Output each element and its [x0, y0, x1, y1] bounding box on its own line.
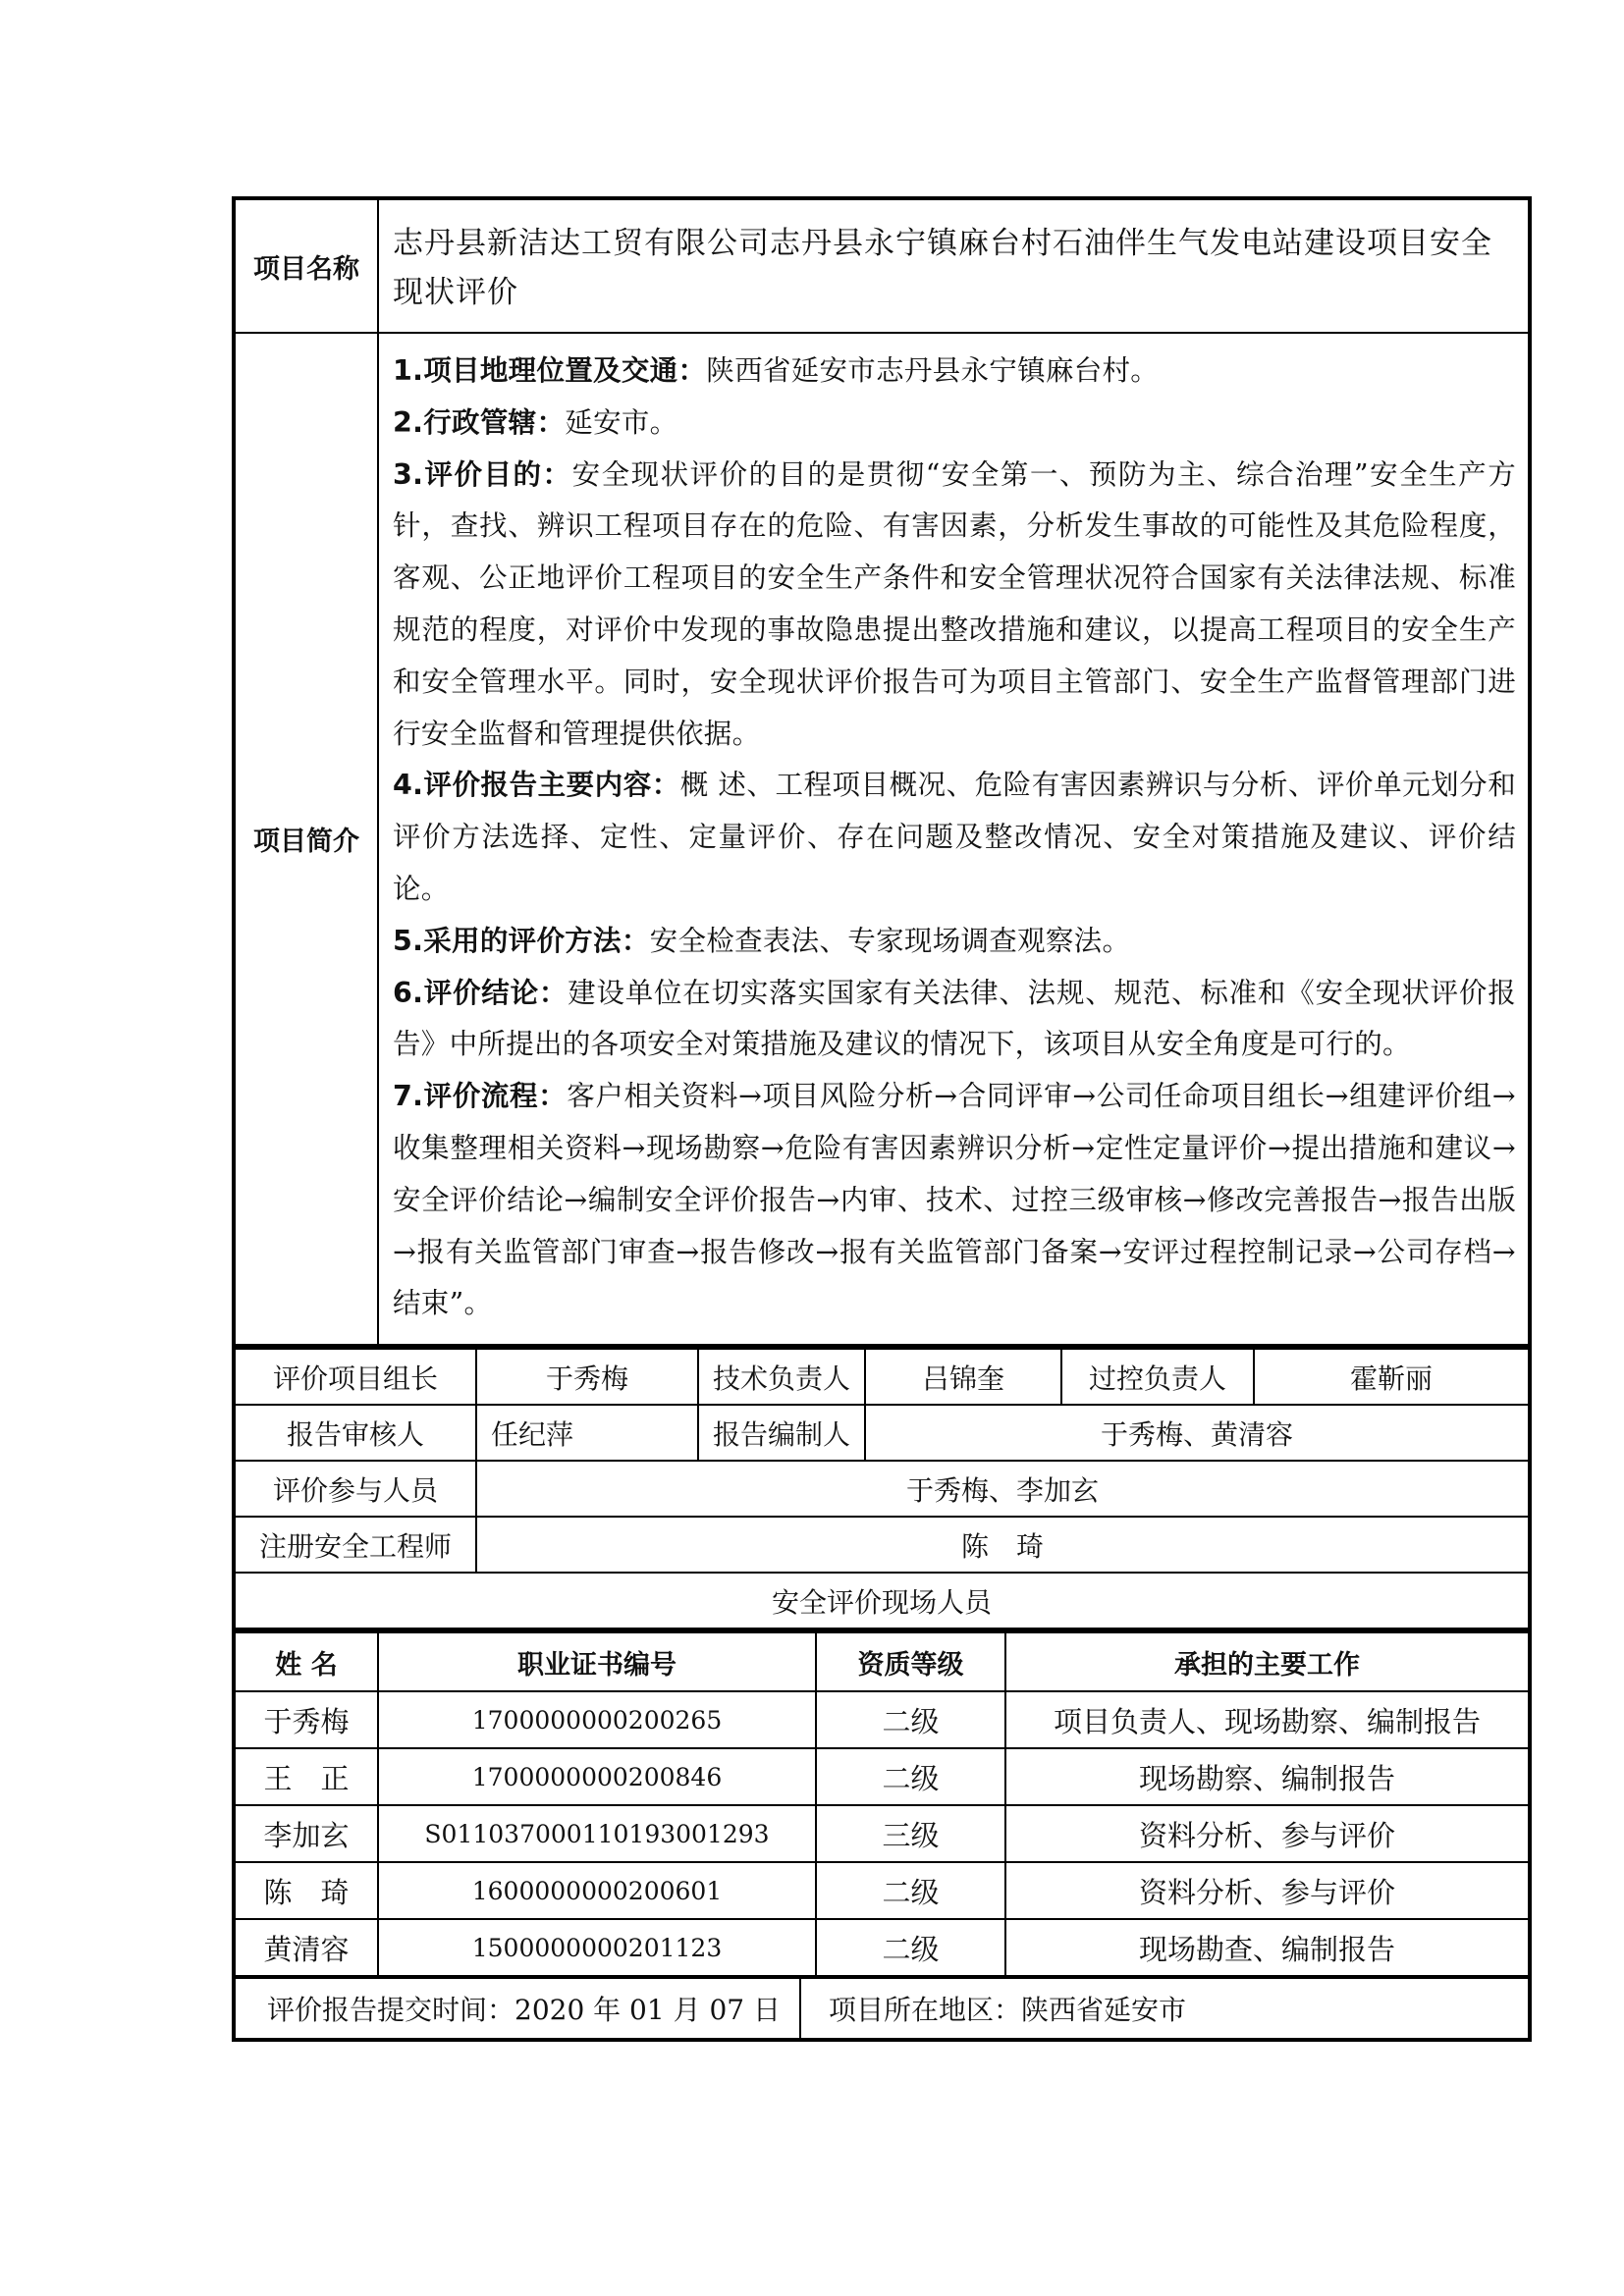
author-label: 报告编制人	[698, 1405, 865, 1461]
staff-name: 黄清容	[234, 1919, 378, 1976]
project-intro-label: 项目简介	[234, 333, 378, 1346]
project-intro	[378, 333, 1530, 1346]
col-header-cert: 职业证书编号	[378, 1631, 816, 1691]
team-table	[232, 1348, 1532, 1629]
intro-item: 2.行政管辖：延安市。	[393, 405, 678, 439]
staff-work: 资料分析、参与评价	[1005, 1862, 1530, 1919]
intro-item: 4.评价报告主要内容：概 述、工程项目概况、危险有害因素辨识与分析、评价单元划分和评价方法选择、定性、定量评价、存在问题及整改情况、安全对策措施及建议、评价结论。	[393, 769, 1516, 905]
col-header-level: 资质等级	[816, 1631, 1005, 1691]
site-staff-table	[232, 1629, 1532, 1977]
submit-date: 评价报告提交时间：2020 年 01 月 07 日	[234, 1978, 800, 2040]
staff-name: 李加玄	[234, 1805, 378, 1862]
intro-item: 5.采用的评价方法：安全检查表法、专家现场调查观察法。	[393, 924, 1131, 957]
table-row	[234, 1862, 1530, 1919]
participants-label: 评价参与人员	[234, 1461, 476, 1517]
staff-name: 陈 琦	[234, 1862, 378, 1919]
staff-work: 现场勘察、编制报告	[1005, 1748, 1530, 1805]
staff-name: 王 正	[234, 1748, 378, 1805]
staff-cert: S011037000110193001293	[378, 1805, 816, 1862]
project-name-value: 志丹县新洁达工贸有限公司志丹县永宁镇麻台村石油伴生气发电站建设项目安全现状评价	[378, 198, 1530, 333]
col-header-work: 承担的主要工作	[1005, 1631, 1530, 1691]
table-row	[234, 1748, 1530, 1805]
reviewer-value: 任纪萍	[476, 1405, 698, 1461]
leader-label: 评价项目组长	[234, 1349, 476, 1405]
staff-cert: 1600000000200601	[378, 1862, 816, 1919]
staff-level: 二级	[816, 1862, 1005, 1919]
tech-value: 吕锦奎	[865, 1349, 1061, 1405]
leader-value: 于秀梅	[476, 1349, 698, 1405]
participants-value: 于秀梅、李加玄	[476, 1461, 1530, 1517]
table-row	[234, 1805, 1530, 1862]
footer-table	[232, 1977, 1532, 2042]
staff-cert: 1500000000201123	[378, 1919, 816, 1976]
control-label: 过控负责人	[1061, 1349, 1254, 1405]
project-region: 项目所在地区：陕西省延安市	[800, 1978, 1530, 2040]
project-table	[232, 196, 1532, 1348]
staff-name: 于秀梅	[234, 1691, 378, 1748]
intro-item: 7.评价流程：客户相关资料→项目风险分析→合同评审→公司任命项目组长→组建评价组→收集整理相关资料→现场勘察→危险有害因素辨识分析→定性定量评价→提出措施和建议→安全评价结论→编制安全评价报告→内审、技术、过控三级审核→修改完善报告→报告出版→报有关监管部门审查→报告修改→报有关监管部门备案→安评过程控制记录→公司存档→结束”。	[393, 1080, 1516, 1320]
site-staff-title: 安全评价现场人员	[234, 1573, 1530, 1629]
staff-level: 三级	[816, 1805, 1005, 1862]
engineer-label: 注册安全工程师	[234, 1517, 476, 1573]
staff-level: 二级	[816, 1691, 1005, 1748]
staff-cert: 1700000000200265	[378, 1691, 816, 1748]
intro-item: 3.评价目的：安全现状评价的目的是贯彻“安全第一、预防为主、综合治理”安全生产方针，查找、辨识工程项目存在的危险、有害因素，分析发生事故的可能性及其危险程度，客观、公正地评价工程项目的安全生产条件和安全管理状况符合国家有关法律法规、标准规范的程度，对评价中发现的事故隐患提出整改措施和建议，以提高工程项目的安全生产和安全管理水平。同时，安全现状评价报告可为项目主管部门、安全生产监督管理部门进行安全监督和管理提供依据。	[393, 457, 1516, 750]
table-row	[234, 1691, 1530, 1748]
control-value: 霍靳丽	[1254, 1349, 1530, 1405]
staff-level: 二级	[816, 1919, 1005, 1976]
staff-level: 二级	[816, 1748, 1005, 1805]
engineer-value: 陈 琦	[476, 1517, 1530, 1573]
intro-item: 6.评价结论：建设单位在切实落实国家有关法律、法规、规范、标准和《安全现状评价报告》中所提出的各项安全对策措施及建议的情况下，该项目从安全角度是可行的。	[393, 976, 1516, 1061]
evaluation-form	[232, 196, 1532, 2042]
staff-work: 现场勘查、编制报告	[1005, 1919, 1530, 1976]
staff-work: 项目负责人、现场勘察、编制报告	[1005, 1691, 1530, 1748]
project-name-label: 项目名称	[234, 198, 378, 333]
author-value: 于秀梅、黄清容	[865, 1405, 1530, 1461]
reviewer-label: 报告审核人	[234, 1405, 476, 1461]
staff-cert: 1700000000200846	[378, 1748, 816, 1805]
intro-item: 1.项目地理位置及交通：陕西省延安市志丹县永宁镇麻台村。	[393, 354, 1160, 387]
tech-label: 技术负责人	[698, 1349, 865, 1405]
col-header-name: 姓 名	[234, 1631, 378, 1691]
table-row	[234, 1919, 1530, 1976]
staff-work: 资料分析、参与评价	[1005, 1805, 1530, 1862]
